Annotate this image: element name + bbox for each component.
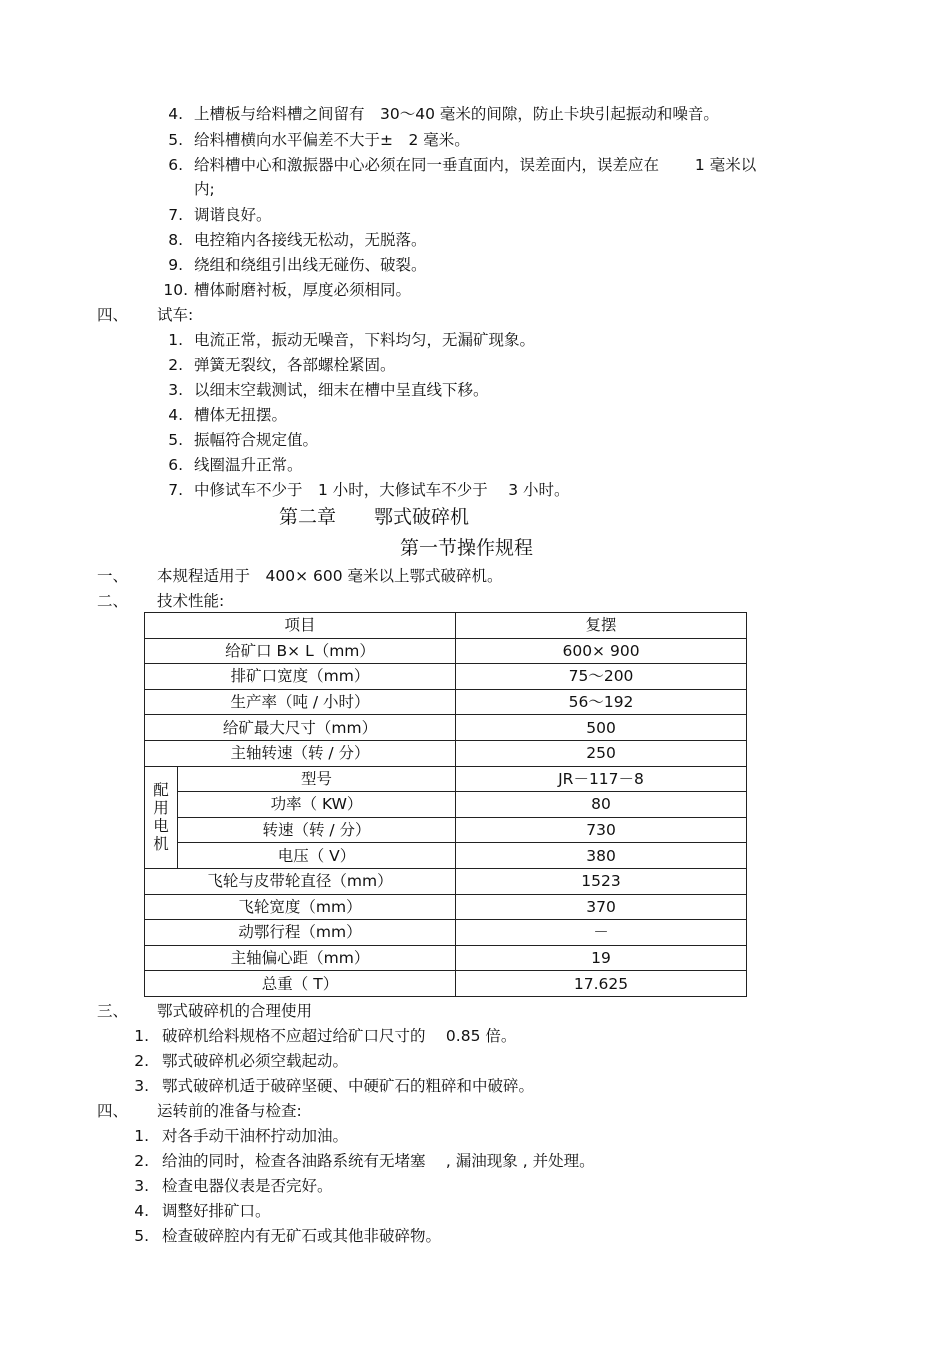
table-row: 飞轮宽度（mm） 370 (145, 894, 747, 920)
table-row: 给矿口 B× L（mm） 600× 900 (145, 638, 747, 664)
table-row: 总重（ T） 17.625 (145, 971, 747, 997)
table-row: 电压（ V） 380 (145, 843, 747, 869)
table-row: 给矿最大尺寸（mm） 500 (145, 715, 747, 741)
section-title: 第一节操作规程 (400, 537, 534, 559)
table-row: 转速（转 / 分） 730 (145, 817, 747, 843)
table-header: 项目 复摆 (145, 613, 747, 639)
table-row: 主轴偏心距（mm） 19 (145, 945, 747, 971)
table-row: 生产率（吨 / 小时） 56～192 (145, 689, 747, 715)
table-row: 主轴转速（转 / 分） 250 (145, 740, 747, 766)
table-row: 功率（ KW） 80 (145, 792, 747, 818)
table-row: 飞轮与皮带轮直径（mm） 1523 (145, 868, 747, 894)
chapter-title: 第二章 鄂式破碎机 (279, 506, 470, 528)
table-row: 配 用 电 机 型号 JR－117－8 (145, 766, 747, 792)
motor-group-label: 配 用 电 机 (145, 766, 178, 868)
table-row: 排矿口宽度（mm） 75～200 (145, 664, 747, 690)
table-row: 动鄂行程（mm） － (145, 920, 747, 946)
spec-table (144, 612, 747, 997)
